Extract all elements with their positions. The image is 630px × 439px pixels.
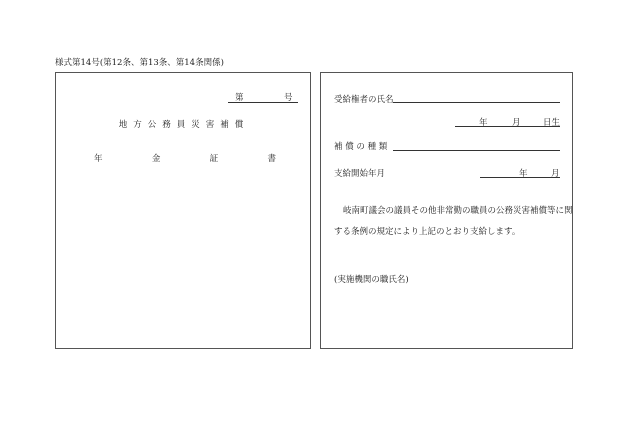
birth-month-label: 月: [512, 118, 521, 128]
birth-year-label: 年: [479, 118, 488, 128]
start-month-label: 月: [551, 169, 560, 179]
recipient-name-label: 受給権者の氏名: [334, 95, 394, 105]
certificate-title-sub: [94, 152, 276, 164]
certificate-front-panel: [55, 72, 311, 349]
title-char-kin: 金: [151, 154, 161, 164]
title-char-nen: 年: [94, 154, 103, 164]
statement-line-1: 岐南町議会の議員その他非常勤の職員の公務災害補償等に関: [343, 206, 573, 216]
recipient-name-field[interactable]: [393, 102, 560, 103]
certificate-number-field[interactable]: [228, 91, 298, 103]
certificate-details-panel: [320, 72, 573, 349]
birth-day-label: 日生: [543, 118, 561, 128]
form-number-label: 様式第14号(第12条、第13条、第14条関係): [55, 58, 224, 68]
implementing-agency-label: (実施機関の職氏名): [334, 275, 409, 285]
statement-line-2: する条例の規定により上記のとおり支給します。: [334, 227, 521, 237]
title-char-sho: 証: [209, 154, 219, 164]
number-prefix: 第: [235, 93, 244, 103]
payment-start-label: 支給開始年月: [334, 169, 386, 179]
start-year-label: 年: [519, 169, 528, 179]
number-suffix: 号: [284, 93, 293, 103]
title-char-sho2: 書: [267, 154, 276, 164]
compensation-type-label: 補 償 の 種 類: [334, 142, 388, 152]
compensation-type-field[interactable]: [393, 150, 560, 151]
certificate-title-main: 地方公務員災害補償: [118, 120, 250, 130]
